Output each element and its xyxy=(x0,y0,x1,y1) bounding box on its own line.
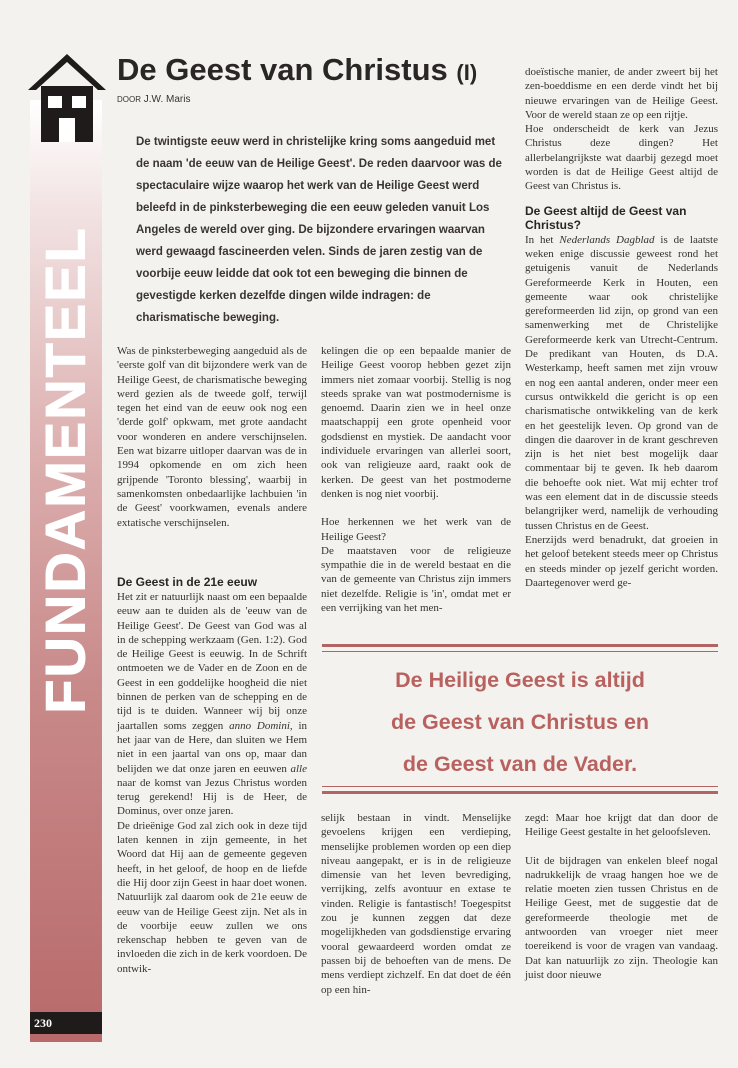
quote-line: De Heilige Geest is altijd xyxy=(395,668,645,692)
byline-prefix: DOOR xyxy=(117,95,141,104)
text-run: is de laatste weken enige discussie geweest rond het getuigenis vanuit de Nederlands Gereformeerde Kerk in Houten, een gemeente waar ook christelijke gereformeerden lid zijn, op grond van een samenwerking met de Christelijke Gereformeerde kerk van Utrecht-Centrum. De predikant van Houten, ds D.A. Westerkamp, heeft samen met zijn vrouw en nog een aantal anderen, onder meer een cursus ontwikkeld die gericht is op een charismatische ontwikkeling van de kerk en het geestelijk leven. Op grond van de dingen die daarover in de krant geschreven zijn is het niet best mogelijk daar commentaar bij te geven. Ik heb daarom die behoefte ook niet. Wat mij echter trof was een element dat in de discussie steeds belangrijker werd, namelijk de verhouding tussen Christus en de Geest. xyxy=(525,233,718,532)
paragraph: Was de pinksterbeweging aangeduid als de 'eerste golf van dit bijzondere werk van de Heilige Geest, de charismatische beweging werd gezien als de tweede golf, terwijl tegen het eind van de eeuw ook nog een 'derde golf' opkwam, met grote aandacht voor wonderen en andere verschijnselen. Een wat bizarre uitloper daarvan was de in 1994 opkomende en om zich heen grijpende 'Toronto blessing', waarbij in samenkomsten onbedaarlijke lachbuien 'in de Geest' voorkwamen, evenals andere extatische verschijnselen. xyxy=(117,345,307,529)
text-run: , in het jaar van de Here, dan sluiten we Hem niet in een jaartal van ons op, maar dan belijden we dat onze jaren en eeuwen xyxy=(117,719,308,775)
pull-quote xyxy=(322,644,718,794)
byline-author: J.W. Maris xyxy=(143,94,191,105)
title-part: (I) xyxy=(456,60,478,85)
paragraph: zegd: Maar hoe krijgt dat dan door de Heilige Geest gestalte in het geloofsleven. xyxy=(525,812,718,839)
emphasis: Nederlands Dagblad xyxy=(559,233,655,246)
paragraph: De maatstaven voor de religieuze sympathie die in de wereld bestaat en die van de gemeente van Christus zijn immers niet dezelfde. Religie is 'in', omdat met er een verrijking van het men- xyxy=(321,544,511,615)
text-run: naar de komst van Jezus Christus worden terug gerekend! Hij is de Heer, de Dominus, over onze jaren. xyxy=(117,776,307,818)
article-title xyxy=(117,52,477,88)
rule xyxy=(322,786,718,787)
column-3-bottom xyxy=(525,811,718,982)
paragraph: Hoe herkennen we het werk van de Heilige Geest? xyxy=(321,516,511,543)
column-2-bottom xyxy=(321,811,511,997)
paragraph xyxy=(525,233,718,533)
paragraph: Hoe onderscheidt de kerk van Jezus Christus deze dingen? Het allerbelangrijkste wat daarbij gezegd moet worden is dat de Heilige Geest altijd de Geest van Christus is. xyxy=(525,123,718,193)
paragraph: doeïstische manier, de ander zweert bij het zen-boeddisme en een derde vindt het bij nieuwe ervaringen van de Heilige Geest. Voor de wereld staan ze op een rijtje. xyxy=(525,66,718,121)
paragraph: Enerzijds werd benadrukt, dat groeien in het geloof betekent steeds meer op Christus en steeds minder op jezelf gericht worden. Daartegenover werd ge- xyxy=(525,533,718,589)
house-logo-icon xyxy=(26,50,108,146)
column-1-top xyxy=(117,344,307,530)
paragraph: selijk bestaan in vindt. Menselijke gevoelens krijgen een verdieping, menselijke problemen worden op een diep niveau aangepakt, er is in de religieuze dimensie van het leven bevrediging, verrijking, zelfs avontuur en extase te vinden. Religie is fantastisch! Toegespitst zou je kunnen zeggen dat deze mogelijkheden van godsdienstige ervaring vooral gewaardeerd worden omdat ze passen bij de behoeften van de mens. De mens verdiept zichzelf. En dat doet de één op een hin- xyxy=(321,812,511,996)
column-3-top xyxy=(525,65,718,590)
paragraph: Uit de bijdragen van enkelen bleef nogal nadrukkelijk de vraag hangen hoe we de relatie moeten zien tussen Christus en de Heilige Geest, met de suggestie dat de gereformeerde theologie met de antwoorden van vroeger niet meer toereikend is voor de vragen van vandaag. Dat kan natuurlijk zo zijn. Theologie kan juist door nieuwe xyxy=(525,854,718,981)
column-1-bottom xyxy=(117,565,307,976)
subheading: De Geest altijd de Geest van Christus? xyxy=(525,203,687,232)
column-2-top xyxy=(321,344,511,615)
quote-line: de Geest van de Vader. xyxy=(402,752,638,776)
paragraph xyxy=(117,590,307,819)
section-label-text: FUNDAMENTEEL xyxy=(33,226,97,714)
text-run: Het zit er natuurlijk naast om een bepaalde eeuw aan te duiden als de 'eeuw van de Heilige Geest'. De Geest van God was al in de schepping werkzaam (Gen. 1:2). God de Heilige Geest is eeuwig. In de Schrift ontmoeten we de Vader en de Zoon en de Geest in een goddelijke hoogheid die niet binnen de perken van de schepping en de tijd is te duiden. Wanneer wij bij onze jaartallen soms zeggen xyxy=(117,591,307,732)
title-text: De Geest van Christus xyxy=(117,52,448,87)
pull-quote-text xyxy=(322,659,718,785)
rule xyxy=(322,651,718,652)
emphasis: anno Domini xyxy=(229,719,290,732)
intro-paragraph: De twintigste eeuw werd in christelijke kring soms aangeduid met de naam 'de eeuw van de Heilige Geest'. De reden daarvoor was de spectaculaire wijze waarop het werk van de Heilige Geest werd beleefd in de pinksterbeweging die een eeuw geleden vanuit Los Angeles de wereld over ging. De bijzondere ervaringen waarvan werd gewaagd fascineerden velen. Sinds de jaren zestig van de voorbije eeuw leidde dat ook tot een beweging die binnen de gevestigde kerken dezelfde dingen wilde indragen: de charismatische beweging. xyxy=(136,136,502,324)
text-run: In het xyxy=(525,233,560,246)
paragraph: kelingen die op een bepaalde manier de Heilige Geest voorop hebben gezet zijn immers niet zomaar voorbij. Stellig is nog steeds sprake van wat postmodernisme is genoemd. Daarin zien we in heel onze maatschappij een grote openheid voor godsdienst en mystiek. De aandacht voor individuele ervaringen van allerlei soort, ook van religieuze aard, raakt ook de kerken. De geest van het postmoderne denken is nog niet voorbij. xyxy=(321,345,511,500)
emphasis: alle xyxy=(290,762,307,775)
byline xyxy=(117,94,190,105)
page-number: 230 xyxy=(30,1012,102,1034)
paragraph: De drieënige God zal zich ook in deze tijd laten kennen in zijn gemeente, in het Woord dat Hij aan de gemeente gegeven heeft, in het geloof, de hoop en de liefde die Hij door zijn Geest in haar doet wonen. Natuurlijk zal daarom ook de 21e eeuw de eeuw van de Heilige Geest zijn. Net als in de voorbije eeuw zullen we ons rekenschap hebben te geven van de invloeden die zich in de kerk voordoen. De ontwik- xyxy=(117,819,307,975)
quote-line: de Geest van Christus en xyxy=(390,710,650,734)
subheading: De Geest in de 21e eeuw xyxy=(117,575,258,589)
